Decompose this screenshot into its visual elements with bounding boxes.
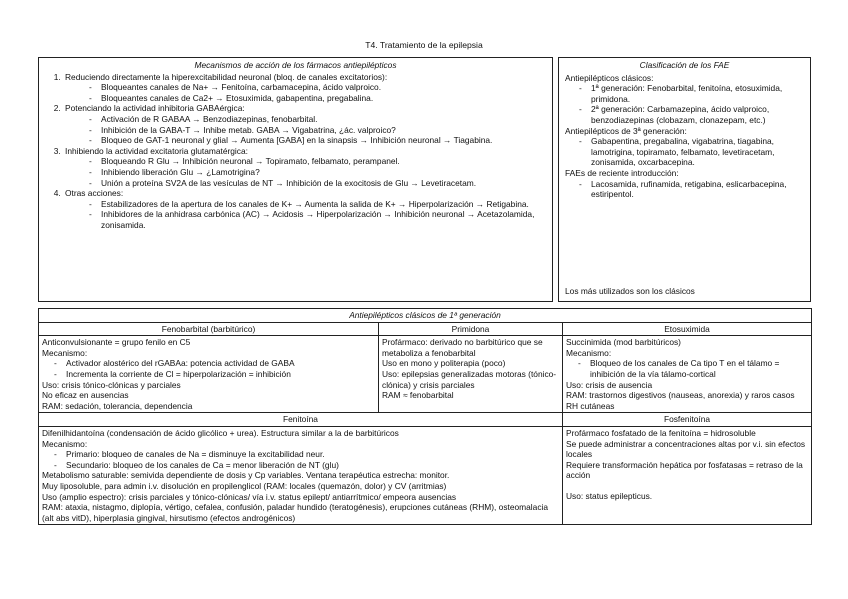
cell-line: Se puede administrar a concentraciones altas por v.i. sin efectos locales — [566, 438, 806, 460]
mechanism-sub: - Inhibidores de la anhidrasa carbónica (AC) → Acidosis → Hiperpolarización → Inhibición neuronal → Acetazolamida, zonisamida. — [89, 209, 552, 230]
group-item: - 1ª generación: Fenobarbital, fenitoína, etosuximida, primidona. — [579, 83, 804, 104]
group-label: FAEs de reciente introducción: — [565, 167, 679, 178]
cell-line: Uso (amplio espectro): crisis parciales y tónico-clónicas/ vía i.v. status epilept/ antiarrítmico/ empeora ausencias — [42, 491, 457, 502]
first-generation-table — [38, 308, 812, 525]
classification-box — [558, 57, 811, 302]
fenobarbital-cell — [39, 336, 379, 413]
mechanism-item — [63, 188, 552, 230]
cell-sub: - Activador alostérico del rGABAa: potencia actividad de GABA — [54, 358, 375, 369]
mechanism-sub: - Bloqueando R Glu → Inhibición neuronal → Topiramato, felbamato, perampanel. — [89, 156, 552, 167]
cell-line: Uso: status epilepticus. — [566, 490, 653, 501]
cell-line: Requiere transformación hepática por fosfatasas = retraso de la acción — [566, 459, 803, 481]
classification-title: Clasificación de los FAE — [639, 60, 730, 70]
classification-footer: Los más utilizados son los clásicos — [565, 286, 695, 297]
mechanism-sub: - Estabilizadores de la apertura de los canales de K+ → Aumenta la salida de K+ → Hiperpolarización → Retigabina. — [89, 199, 552, 210]
cell-sub: - Incrementa la corriente de Cl = hiperpolarización = inhibición — [54, 369, 375, 380]
fosfenitoina-header: Fosfenitoína — [563, 413, 812, 427]
cell-line: Mecanismo: — [566, 347, 612, 358]
mechanisms-list — [39, 72, 552, 231]
mechanism-label: Otras acciones: — [65, 188, 124, 199]
group-item: - Gabapentina, pregabalina, vigabatrina, tiagabina, lamotrigina, topiramato, felbamato, levetiracetam, zonisamida, oxcarbacepina. — [579, 136, 804, 168]
cell-line: Succinimida (mod barbitúricos) — [566, 337, 681, 348]
table-title: Antiepilépticos clásicos de 1ª generación — [39, 309, 812, 323]
cell-line: RAM: ataxia, nistagmo, diplopía, vértigo, cefalea, confusión, paladar hundido (teratogénesis), erupciones cutáneas (RHM), osteomalacia (alt abs vitD), hiperplasia gingival, hirsutismo (efectos androgénicos) — [42, 502, 549, 523]
group-item: - Lacosamida, rufinamida, retigabina, eslicarbacepina, estiripentol. — [579, 179, 804, 200]
fenobarbital-header: Fenobarbital (barbitúrico) — [39, 322, 379, 336]
mechanism-sub: - Inhibiendo liberación Glu → ¿Lamotrigina? — [89, 167, 552, 178]
cell-line: Mecanismo: — [42, 347, 88, 358]
fenitoina-cell — [39, 426, 563, 524]
cell-line: Metabolismo saturable: semivida dependiente de dosis y Cp variables. Ventana terapéutica estrecha: monitor. — [42, 470, 450, 481]
cell-line: Muy liposoluble, para admin i.v. disolución en propilenglicol (RAM: locales (quemazón, dolor) y CV (arritmias) — [42, 480, 447, 491]
mechanism-label: Potenciando la actividad inhibitoria GABAérgica: — [65, 103, 245, 114]
mechanism-sub: - Bloqueantes canales de Ca2+ → Etosuximida, gabapentina, pregabalina. — [89, 93, 552, 104]
group-label: Antiepilépticos de 3ª generación: — [565, 125, 687, 136]
cell-line: Uso: crisis tónico-clónicas y parciales — [42, 379, 181, 390]
mechanism-sub: - Activación de R GABAA → Benzodiazepinas, fenobarbital. — [89, 114, 552, 125]
cell-sub: - Secundario: bloqueo de los canales de Ca = menor liberación de NT (glu) — [54, 460, 559, 471]
cell-line: No eficaz en ausencias — [42, 390, 129, 401]
mechanism-item — [63, 72, 552, 104]
mechanism-item — [63, 103, 552, 145]
cell-line: Profármaco fosfatado de la fenitoína = hidrosoluble — [566, 427, 756, 438]
cell-line: Profármaco: derivado no barbitúrico que se metaboliza a fenobarbital — [382, 337, 543, 358]
cell-line: Uso: crisis de ausencia — [566, 379, 653, 390]
cell-line: Difenilhidantoína (condensación de ácido glicólico + urea). Estructura similar a la de barbitúricos — [42, 427, 399, 438]
cell-sub: - Bloqueo de los canales de Ca tipo T en el tálamo = inhibición de la vía tálamo-cortical — [578, 358, 808, 379]
mechanism-item — [63, 146, 552, 188]
page-title: T4. Tratamiento de la epilepsia — [365, 40, 483, 50]
cell-line: Uso en mono y politerapia (poco) — [382, 358, 506, 369]
cell-line: RAM ≈ fenobarbital — [382, 390, 454, 401]
cell-line: Anticonvulsionante = grupo fenilo en C5 — [42, 337, 191, 348]
mechanism-label: Inhibiendo la actividad excitatoria glutamatérgica: — [65, 145, 248, 156]
primidona-cell — [379, 336, 563, 413]
etosuximida-header: Etosuximida — [563, 322, 812, 336]
mechanism-label: Reduciendo directamente la hiperexcitabilidad neuronal (bloq. de canales excitatorios): — [65, 71, 388, 82]
mechanisms-box — [38, 57, 553, 302]
mechanism-sub: - Unión a proteína SV2A de las vesículas de NT → Inhibición de la exocitosis de Glu → Levetiracetam. — [89, 178, 552, 189]
cell-line: Uso: epilepsias generalizadas motoras (tónico-clónica) y crisis parciales — [382, 368, 557, 390]
cell-line: Mecanismo: — [42, 438, 88, 449]
fenitoina-header: Fenitoína — [39, 413, 563, 427]
primidona-header: Primidona — [379, 322, 563, 336]
etosuximida-cell — [563, 336, 812, 413]
cell-sub: - Primario: bloqueo de canales de Na = disminuye la excitabilidad neur. — [54, 449, 559, 460]
mechanism-sub: - Inhibición de la GABA-T → Inhibe metab. GABA → Vigabatrina, ¿ác. valproico? — [89, 125, 552, 136]
group-item: - 2ª generación: Carbamazepina, ácido valproico, benzodiazepinas (clobazam, clonazepam, etc.) — [579, 104, 804, 125]
cell-line: RAM: trastornos digestivos (nauseas, anorexia) y raros casos RH cutáneas — [566, 390, 795, 411]
mechanism-sub: - Bloqueo de GAT-1 neuronal y glial → Aumenta [GABA] en la sinapsis → Inhibición neuronal → Tiagabina. — [89, 135, 552, 146]
group-label: Antiepilépticos clásicos: — [565, 72, 654, 83]
mechanisms-title: Mecanismos de acción de los fármacos antiepilépticos — [194, 60, 397, 70]
fosfenitoina-cell — [563, 426, 812, 524]
cell-line: RAM: sedación, tolerancia, dependencia — [42, 400, 193, 411]
mechanism-sub: - Bloqueantes canales de Na+ → Fenitoína, carbamacepina, ácido valproico. — [89, 82, 552, 93]
